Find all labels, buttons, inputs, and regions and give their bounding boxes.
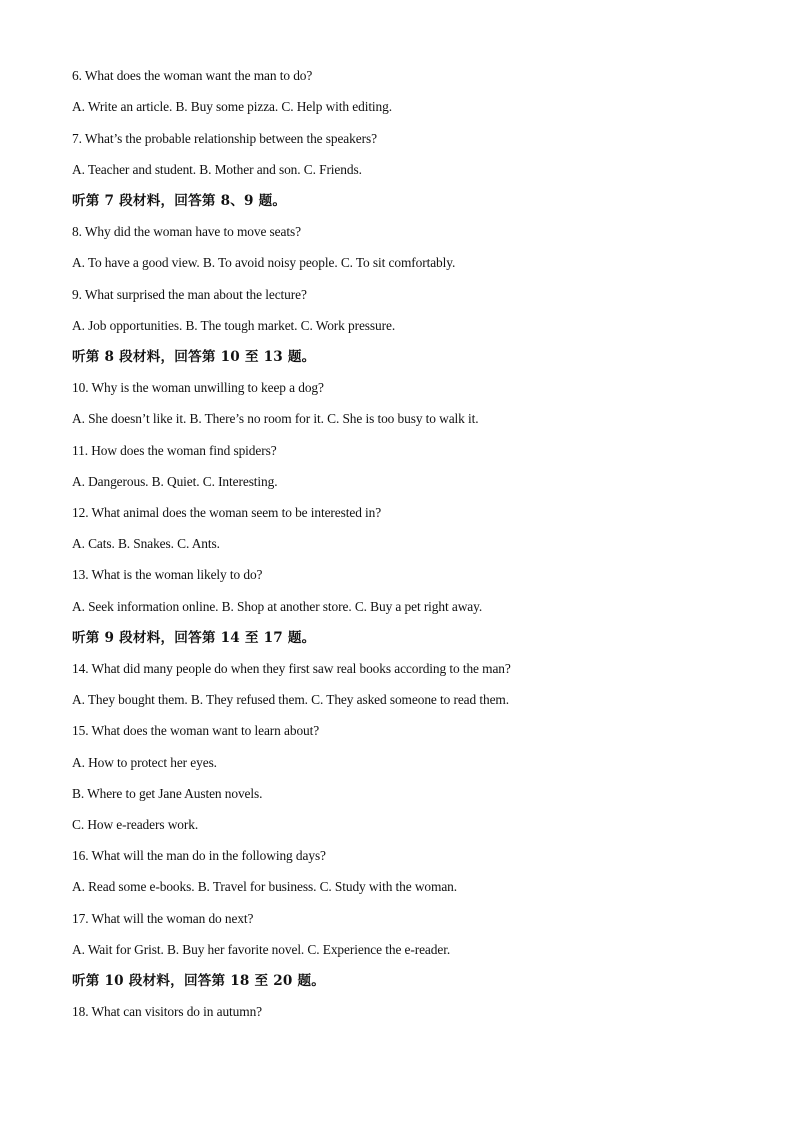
question-13: 13. What is the woman likely to do? — [72, 567, 263, 582]
option-15b: B. Where to get Jane Austen novels. — [72, 786, 263, 801]
options-7: A. Teacher and student. B. Mother and son. C. Friends. — [72, 162, 362, 177]
question-17: 17. What will the woman do next? — [72, 911, 254, 926]
section-heading-8: 听第 8 段材料，回答第 10 至 13 题。 — [72, 349, 316, 365]
question-12: 12. What animal does the woman seem to be interested in? — [72, 505, 382, 520]
options-8: A. To have a good view. B. To avoid noisy people. C. To sit comfortably. — [72, 255, 456, 270]
option-15c: C. How e-readers work. — [72, 817, 199, 832]
question-9: 9. What surprised the man about the lecture? — [72, 287, 307, 302]
options-10: A. She doesn’t like it. B. There’s no room for it. C. She is too busy to walk it. — [72, 411, 479, 426]
question-10: 10. Why is the woman unwilling to keep a dog? — [72, 380, 324, 395]
section-heading-7: 听第 7 段材料，回答第 8、9 题。 — [72, 193, 287, 209]
question-6: 6. What does the woman want the man to do? — [72, 68, 313, 83]
options-16: A. Read some e-books. B. Travel for business. C. Study with the woman. — [72, 879, 458, 894]
options-12: A. Cats. B. Snakes. C. Ants. — [72, 536, 220, 551]
options-13: A. Seek information online. B. Shop at another store. C. Buy a pet right away. — [72, 599, 483, 614]
options-14: A. They bought them. B. They refused them. C. They asked someone to read them. — [72, 692, 509, 707]
options-9: A. Job opportunities. B. The tough market. C. Work pressure. — [72, 318, 396, 333]
question-15: 15. What does the woman want to learn about? — [72, 723, 320, 738]
question-11: 11. How does the woman find spiders? — [72, 443, 277, 458]
section-heading-10: 听第 10 段材料，回答第 18 至 20 题。 — [72, 973, 326, 989]
question-8: 8. Why did the woman have to move seats? — [72, 224, 301, 239]
option-15a: A. How to protect her eyes. — [72, 755, 217, 770]
options-6: A. Write an article. B. Buy some pizza. C. Help with editing. — [72, 99, 392, 114]
options-11: A. Dangerous. B. Quiet. C. Interesting. — [72, 474, 278, 489]
question-14: 14. What did many people do when they first saw real books according to the man? — [72, 661, 511, 676]
options-17: A. Wait for Grist. B. Buy her favorite novel. C. Experience the e-reader. — [72, 942, 451, 957]
section-heading-9: 听第 9 段材料，回答第 14 至 17 题。 — [72, 630, 316, 646]
question-18: 18. What can visitors do in autumn? — [72, 1004, 263, 1019]
question-16: 16. What will the man do in the following days? — [72, 848, 326, 863]
question-7: 7. What’s the probable relationship between the speakers? — [72, 131, 377, 146]
